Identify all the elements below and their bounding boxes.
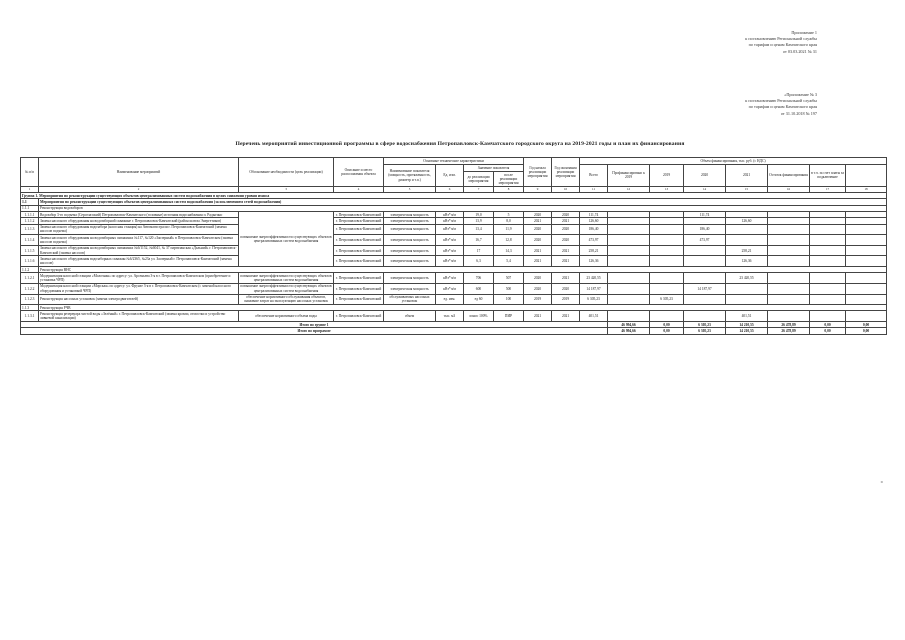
appendix-2-line: к постановлению Региональной службы <box>745 98 817 104</box>
row-after: ПИР <box>494 311 524 322</box>
row-name: Замена насосного оборудования на водозаборных скважинах №117, №120 «Заозерный» в Петропавловск-Камчатском (замена насосов подъема) <box>39 235 239 246</box>
row-after: 11,9 <box>494 224 524 235</box>
row-2021: 126,36 <box>726 256 768 267</box>
col-header-tech-group: Основные технические характеристики <box>384 158 524 165</box>
row-after: 5,4 <box>494 256 524 267</box>
row-year-start: 2020 <box>524 212 552 218</box>
row-location: г. Петропавловск-Камчатский <box>334 235 384 246</box>
row-location: г. Петропавловск-Камчатский <box>334 256 384 267</box>
appendix-2-line: «Приложение № 3 <box>784 92 817 97</box>
col-header-no: № п/п <box>21 158 39 187</box>
row-year-start: 2020 <box>524 224 552 235</box>
section-no: 1.1.1 <box>21 205 39 211</box>
row-incl <box>810 245 846 256</box>
row-name: Замена насосного оборудования на водозаборной скважине г. Петропавловск-Камчатский (район шлюза Энергетиков) <box>39 218 239 224</box>
row-year-end: 2021 <box>552 273 580 284</box>
row-name: Реконструкция насосных установок (замена электродвигателей) <box>39 294 239 305</box>
row-2021: 23 420,55 <box>726 273 768 284</box>
section-label: Реконструкция водозаборов <box>39 205 887 211</box>
row-2021: 126,60 <box>726 218 768 224</box>
row-remain <box>768 245 810 256</box>
row-spare <box>846 224 887 235</box>
row-2020 <box>684 294 726 305</box>
col-number: 11 <box>580 186 608 192</box>
col-header-before: до реализации мероприятия <box>464 172 494 187</box>
row-incl <box>810 283 846 294</box>
row-tech: электрическая мощность <box>384 218 436 224</box>
row-remain <box>768 224 810 235</box>
row-spare <box>846 294 887 305</box>
row-tech: обслуживаемых насосных установок <box>384 294 436 305</box>
col-header-name: Наименование мероприятий <box>39 158 239 187</box>
subtotal-2020: 14 210,55 <box>726 322 768 328</box>
row-spare <box>846 311 887 322</box>
table-row <box>21 283 887 294</box>
row-name: Замена насосного оборудования водозаборных скважин №6/2365, №23а ул. Заозерный г. Петропавловск-Камчатский (замена насосов) <box>39 256 239 267</box>
row-no: 1.1.1.5 <box>21 245 39 256</box>
row-before: 13,9 <box>464 218 494 224</box>
row-remain <box>768 273 810 284</box>
col-number: 13 <box>650 186 684 192</box>
table-row <box>21 245 887 256</box>
row-year-start: 2020 <box>524 273 552 284</box>
row-tech: объем <box>384 311 436 322</box>
document-title: Перечень мероприятий инвестиционной программы в сфере водоснабжения Петропавловск-Камчатского городского округа на 2019-2021 годы и план их финансирования <box>235 141 685 147</box>
row-remain <box>768 283 810 294</box>
row-after: 14,3 <box>494 245 524 256</box>
row-2021 <box>726 224 768 235</box>
group-1-1-label: Мероприятия по реконструкции существующих объектов централизованных систем водоснабжения (за исключением сетей водоснабжения) <box>39 199 887 205</box>
row-after: 507 <box>494 273 524 284</box>
row-year-end: 2021 <box>552 245 580 256</box>
appendix-2-block <box>745 92 817 117</box>
col-number: 15 <box>726 186 768 192</box>
row-incl <box>810 294 846 305</box>
row-remain <box>768 235 810 246</box>
col-header-after: после реализации мероприятия <box>494 172 524 187</box>
row-tech: электрическая мощность <box>384 224 436 235</box>
total-row <box>21 328 887 334</box>
row-no: 1.1.1.1 <box>21 212 39 218</box>
row-prior <box>608 224 650 235</box>
row-prior <box>608 273 650 284</box>
row-justification: повышение энергоэффективности существующих объектов централизованных систем водоснабжения <box>239 212 334 267</box>
table-row <box>21 235 887 246</box>
row-prior <box>608 311 650 322</box>
investment-table <box>20 157 887 335</box>
row-2020: 111,74 <box>684 212 726 218</box>
total-incl: 0,00 <box>846 328 887 334</box>
row-unit: кВт*ч/м <box>436 212 464 218</box>
col-number: 16 <box>768 186 810 192</box>
col-number: 14 <box>684 186 726 192</box>
appendix-2-line: от 31.10.2018 № 197 <box>780 110 817 116</box>
row-prior <box>608 294 650 305</box>
row-cost: 6 305,23 <box>580 294 608 305</box>
row-tech: электрическая мощность <box>384 283 436 294</box>
col-number: 3 <box>239 186 334 192</box>
row-unit: кВт*ч/м <box>436 273 464 284</box>
appendix-1-line: Приложение 1 <box>791 30 817 35</box>
subtotal-2019: 6 305,23 <box>684 322 726 328</box>
row-prior <box>608 283 650 294</box>
row-location: г. Петропавловск-Камчатский <box>334 273 384 284</box>
row-year-start: 2021 <box>524 218 552 224</box>
row-name: Замена насосного оборудования на водозаборных скважинах №6/1152, №6041, № 37 партизанская «Дальний» г. Петропавловск-Камчатский (замена насосов) <box>40 246 237 255</box>
row-unit: кВт*ч/м <box>436 218 464 224</box>
row-2019: 6 305,23 <box>650 294 684 305</box>
col-number: 5 <box>384 186 436 192</box>
total-2019: 6 305,23 <box>684 328 726 334</box>
row-cost: 111,74 <box>580 212 608 218</box>
table-row <box>21 273 887 284</box>
row-unit: кВт*ч/м <box>436 283 464 294</box>
col-number: 9 <box>524 186 552 192</box>
col-number: 17 <box>810 186 846 192</box>
row-no: 1.1.2.2 <box>21 283 39 294</box>
row-name: Реконструкция резервуара чистой воды «Зелёный» г. Петропавловск-Камчатский (замена кровли, отмостки и устройство ливневой канализации) <box>39 311 239 322</box>
group-1-label: Группа 1. Мероприятия по реконструкции существующих объектов централизованных систем водоснабжения в целях снижения уровня износа <box>21 193 887 199</box>
col-number: 2 <box>39 186 239 192</box>
row-incl <box>810 273 846 284</box>
row-tech: электрическая мощность <box>384 245 436 256</box>
col-header-year-start: Год начала реализации мероприятия <box>524 158 552 187</box>
row-unit: тыс. м3 <box>436 311 464 322</box>
col-header-cost: Всего <box>580 165 608 187</box>
row-2021 <box>726 283 768 294</box>
col-number: 6 <box>436 186 464 192</box>
section-no: 1.1.3 <box>21 305 39 311</box>
row-spare <box>846 245 887 256</box>
row-after: 100 <box>494 294 524 305</box>
row-2019 <box>650 224 684 235</box>
total-2021: 26 478,89 <box>768 328 810 334</box>
col-header-2020: 2020 <box>684 165 726 187</box>
row-2020: 14 187,97 <box>684 283 726 294</box>
appendix-1-line: от 03.03.2021 № 31 <box>782 48 817 54</box>
col-header-fin-group: Объем финансирования, тыс. руб. (с НДС) <box>580 158 887 165</box>
row-year-start: 2020 <box>524 235 552 246</box>
row-year-end: 2021 <box>552 218 580 224</box>
row-after: 500 <box>494 283 524 294</box>
row-location: г. Петропавловск-Камчатский <box>334 212 384 218</box>
section-label: Реконструкция РЧВ <box>39 305 887 311</box>
row-location: г. Петропавловск-Камчатский <box>334 311 384 322</box>
row-before: износ 100% <box>464 311 494 322</box>
row-spare <box>846 273 887 284</box>
row-location: г. Петропавловск-Камчатский <box>334 294 384 305</box>
row-spare <box>846 256 887 267</box>
row-before: 16,7 <box>464 235 494 246</box>
end-quote-mark: » <box>880 480 883 485</box>
col-header-value-group: Значение показателя <box>464 165 524 172</box>
subtotal-2021: 26 478,89 <box>768 322 810 328</box>
row-tech: электрическая мощность <box>384 235 436 246</box>
col-header-location: Описание и место расположения объекта <box>334 158 384 187</box>
row-year-end: 2020 <box>552 224 580 235</box>
row-2020: 186,40 <box>684 224 726 235</box>
row-no: 1.1.1.3 <box>21 224 39 235</box>
col-header-remain: Остаток финансирования <box>768 165 810 187</box>
appendix-1-block <box>745 30 817 55</box>
col-header-unit: Ед. изм. <box>436 165 464 187</box>
row-cost: 258,21 <box>580 245 608 256</box>
section-label: Реконструкция ВНС <box>39 267 887 273</box>
col-header-year-end: Год окончания реализации мероприятия <box>552 158 580 187</box>
row-2020 <box>684 256 726 267</box>
row-2019 <box>650 283 684 294</box>
row-no: 1.1.2.3 <box>21 294 39 305</box>
row-cost: 23 420,55 <box>580 273 608 284</box>
row-2019 <box>650 273 684 284</box>
row-unit: ед. изм. <box>436 294 464 305</box>
row-justification: обеспечение нормативного объема воды <box>239 311 334 322</box>
col-header-2019: 2019 <box>650 165 684 187</box>
total-label: Итого по программе <box>21 328 608 334</box>
row-unit: кВт*ч/м <box>436 245 464 256</box>
col-number: 12 <box>608 186 650 192</box>
appendix-2-line: по тарифам и ценам Камчатского края <box>748 104 817 110</box>
subtotal-remain: 0,00 <box>810 322 846 328</box>
row-prior <box>608 235 650 246</box>
row-year-end: 2019 <box>552 294 580 305</box>
row-year-end: 2020 <box>552 212 580 218</box>
row-prior <box>608 256 650 267</box>
col-number: 7 <box>464 186 494 192</box>
row-2021 <box>726 235 768 246</box>
table-row <box>21 224 887 235</box>
col-number: 1 <box>21 186 39 192</box>
col-header-spare <box>846 165 887 187</box>
row-2019 <box>650 256 684 267</box>
row-before: 17 <box>464 245 494 256</box>
row-2020 <box>684 245 726 256</box>
col-number: 18 <box>846 186 887 192</box>
row-location: г. Петропавловск-Камчатский <box>334 245 384 256</box>
row-2019 <box>650 311 684 322</box>
subtotal-cost: 46 994,66 <box>608 322 650 328</box>
row-year-start: 2021 <box>524 256 552 267</box>
row-before: 600 <box>464 283 494 294</box>
col-header-2021: 2021 <box>726 165 768 187</box>
row-justification: повышение энергоэффективности существующих объектов централизованных систем водоснабжения <box>240 284 332 293</box>
row-no: 1.1.3.1 <box>21 311 39 322</box>
row-location: г. Петропавловск-Камчатский <box>334 283 384 294</box>
total-cost: 46 994,66 <box>608 328 650 334</box>
row-name: Замена насосного оборудования водозабора (насосная станция) на Автомагистрали г. Петропавловск-Камчатский (замена насосов подъема) <box>39 224 239 235</box>
row-before: ед 60 <box>464 294 494 305</box>
row-unit: кВт*ч/м <box>436 235 464 246</box>
table-row <box>21 256 887 267</box>
appendix-1-line: к постановлению Региональной службы <box>745 36 817 42</box>
row-no: 1.1.1.4 <box>21 235 39 246</box>
row-incl <box>810 224 846 235</box>
col-header-incl: в т.ч. за счет платы за подключение <box>810 165 846 187</box>
row-incl <box>810 235 846 246</box>
row-year-start: 2021 <box>524 245 552 256</box>
row-tech: электрическая мощность <box>384 212 436 218</box>
row-tech: электрическая мощность <box>384 273 436 284</box>
row-2019 <box>650 245 684 256</box>
col-number: 4 <box>334 186 384 192</box>
row-cost: 126,60 <box>580 218 608 224</box>
table-row <box>21 311 887 322</box>
row-no: 1.1.2.1 <box>21 273 39 284</box>
row-before: 6,3 <box>464 256 494 267</box>
col-header-justification: Обоснование необходимости (цель реализации) <box>239 158 334 187</box>
row-year-start: 2019 <box>524 294 552 305</box>
row-2021 <box>726 294 768 305</box>
row-cost: 126,36 <box>580 256 608 267</box>
row-unit: кВт*ч/м <box>436 224 464 235</box>
row-remain <box>768 294 810 305</box>
row-name: Модернизация насосной станции «Морская» по адресу: ул. Фрунзе 3-я в г. Петропавловск-Камчатском (с заменой насосного оборудования и установкой ЧРП) <box>39 283 239 294</box>
row-2020 <box>684 311 726 322</box>
row-before: 19,0 <box>464 212 494 218</box>
subtotal-prior: 0,00 <box>650 322 684 328</box>
row-2021: 258,21 <box>726 245 768 256</box>
row-remain <box>768 311 810 322</box>
row-year-start: 2021 <box>524 311 552 322</box>
row-2019 <box>650 235 684 246</box>
row-before: 13,4 <box>464 224 494 235</box>
row-tech: электрическая мощность <box>384 256 436 267</box>
row-no: 1.1.1.6 <box>21 256 39 267</box>
row-prior <box>608 245 650 256</box>
row-spare <box>846 235 887 246</box>
row-year-start: 2020 <box>524 283 552 294</box>
row-name: Модернизация насосной станции «Молочная» по адресу: ул. Арсеньева 3-я в г. Петропавловск-Камчатском (приобретение и установка ЧРП) <box>39 273 239 284</box>
row-spare <box>846 283 887 294</box>
table-row <box>21 294 887 305</box>
col-header-prior: Профинансировано к 2019 <box>608 165 650 187</box>
group-1-1-no: 1.1 <box>21 199 39 205</box>
row-year-end: 2020 <box>552 235 580 246</box>
col-header-tech-name: Наименование показателя (мощность, протяженность, диаметр и т.п.) <box>384 165 436 187</box>
row-no: 1.1.1.2 <box>21 218 39 224</box>
col-number: 8 <box>494 186 524 192</box>
row-remain <box>768 256 810 267</box>
row-cost: 186,40 <box>580 224 608 235</box>
row-after: 5 <box>494 212 524 218</box>
row-before: 706 <box>464 273 494 284</box>
row-year-end: 2020 <box>552 283 580 294</box>
row-incl <box>810 311 846 322</box>
row-cost: 401,51 <box>580 311 608 322</box>
row-incl <box>810 256 846 267</box>
row-justification: обеспечение нормативного обслуживания объектов, снижение затрат на эксплуатацию насосных установок <box>239 294 334 305</box>
section-no: 1.1.2 <box>21 267 39 273</box>
subtotal-incl: 0,00 <box>846 322 887 328</box>
total-prior: 0,00 <box>650 328 684 334</box>
appendix-1-line: по тарифам и ценам Камчатского края <box>748 42 817 48</box>
row-justification: повышение энергоэффективности существующих объектов централизованных систем водоснабжения <box>240 273 332 283</box>
total-remain: 0,00 <box>810 328 846 334</box>
row-year-end: 2021 <box>552 256 580 267</box>
row-location: г. Петропавловск-Камчатский <box>334 218 384 224</box>
row-location: г. Петропавловск-Камчатский <box>334 224 384 235</box>
total-2020: 14 210,55 <box>726 328 768 334</box>
row-after: 12,8 <box>494 235 524 246</box>
col-number: 10 <box>552 186 580 192</box>
row-cost: 473,97 <box>580 235 608 246</box>
row-name: Водозабор 3-го подъема (Сероглазский) Петропавловск-Камчатского (головные) источник водоснабжения п. Радыгино <box>39 212 239 218</box>
row-2020: 473,97 <box>684 235 726 246</box>
row-cost: 14 187,97 <box>580 283 608 294</box>
row-2020 <box>684 273 726 284</box>
row-after: 8,0 <box>494 218 524 224</box>
row-year-end: 2021 <box>552 311 580 322</box>
row-unit: кВт*ч/м <box>436 256 464 267</box>
subtotal-label: Итого по группе 1 <box>21 322 608 328</box>
row-2021: 401,51 <box>726 311 768 322</box>
